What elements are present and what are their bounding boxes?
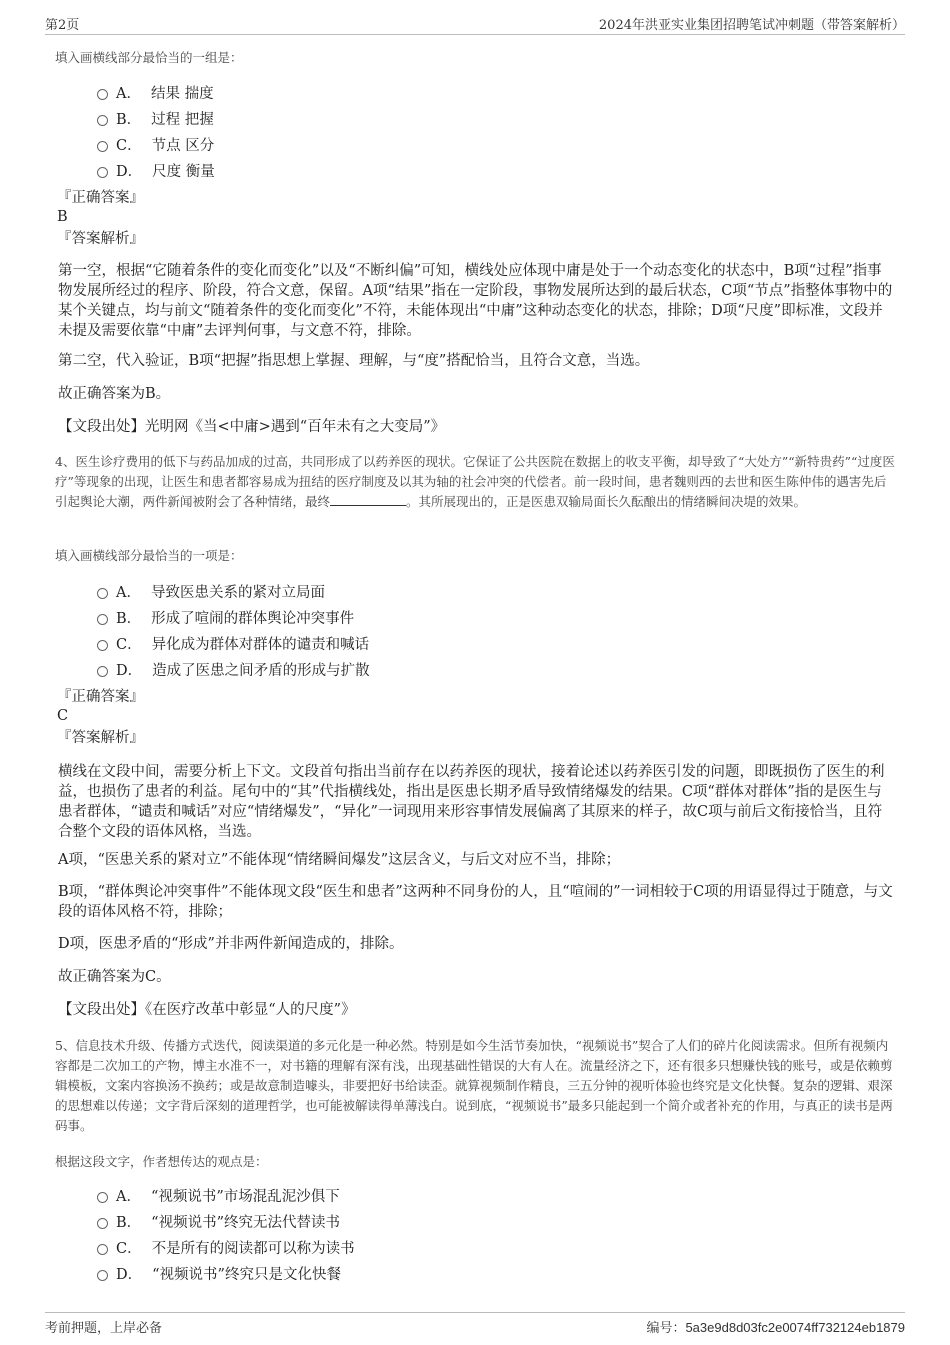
answer-value: B — [57, 209, 68, 225]
q5-option-d[interactable]: D． “视频说书”终究只是文化快餐 — [97, 1263, 341, 1285]
question-stem: 4、医生诊疗费用的低下与药品加成的过高，共同形成了以药养医的现状。它保证了公共医院在数据上的收支平衡，却导致了“大处方”“新特贵药”“过度医疗”等现象的出现，让医生和患者都容易成为扭结的医疗制度及以其为轴的社会冲突的代偿者。前一段时间，患者魏则西的去世和医生陈仲伟的遇害先后引起舆论大潮，两件新闻被附会了各种情绪，最终 。其所展现出的，正是医患双输局面长久酝酿出的情绪瞬间决堤的效果。 — [55, 454, 895, 509]
analysis-paragraph: 故正确答案为B。 — [58, 386, 171, 402]
q3-option-c[interactable]: C． 节点 区分 — [97, 134, 214, 156]
q5-option-c[interactable]: C． 不是所有的阅读都可以称为读书 — [97, 1237, 355, 1259]
source-citation: 【文段出处】《在医疗改革中彰显“人的尺度”》 — [58, 1002, 356, 1018]
question-stem: 5、信息技术升级、传播方式迭代，阅读渠道的多元化是一种必然。特别是如今生活节奏加快，“视频说书”契合了人们的碎片化阅读需求。但所有视频内容都是二次加工的产物，博主水准不一，对书籍的理解有深有浅，出现基础性错误的大有人在。流量经济之下，还有很多只想赚快钱的账号，或是依赖剪辑模板，文案内容换汤不换药；或是故意制造噱头，非要把好书给读歪。就算视频制作精良，三五分钟的视听体验也终究是文化快餐。复杂的逻辑、艰深的思想难以传递；文字背后深刻的道理哲学，也可能被解读得单薄浅白。说到底，“视频说书”最多只能起到一个简介或者补充的作用，与真正的读书是两码事。 — [55, 1038, 893, 1133]
q3-option-d[interactable]: D． 尺度 衡量 — [97, 160, 215, 182]
q4-option-a[interactable]: A． 导致医患关系的紧对立局面 — [97, 581, 325, 603]
q5-option-a[interactable]: A． “视频说书”市场混乱泥沙俱下 — [97, 1185, 340, 1207]
fill-blank — [330, 493, 406, 506]
analysis-paragraph: 横线在文段中间，需要分析上下文。文段首句指出当前存在以药养医的现状，接着论述以药养医引发的问题，即既损伤了医生的利益，也损伤了患者的利益。尾句中的“其”代指横线处，指出是医患长期矛盾导致情绪爆发的结果。C项“群体对群体”指的是医生与患者群体，“谴责和喊话”对应“情绪爆发”，“异化”一词现用来形容事情发展偏离了其原来的样子，故C项与前后文衔接恰当，且符合整个文段的语体风格，当选。 — [58, 764, 885, 840]
radio-icon[interactable] — [97, 89, 108, 100]
radio-icon[interactable] — [97, 1270, 108, 1281]
page-footer — [45, 1312, 905, 1337]
analysis-heading: 『答案解析』 — [57, 730, 144, 746]
q3-option-a[interactable]: A． 结果 揣度 — [97, 82, 214, 104]
radio-icon[interactable] — [97, 640, 108, 651]
footer-slogan: 考前押题，上岸必备 — [45, 1321, 163, 1336]
analysis-paragraph: D项，医患矛盾的“形成”并非两件新闻造成的，排除。 — [58, 936, 404, 952]
radio-icon[interactable] — [97, 1192, 108, 1203]
analysis-paragraph: A项，“医患关系的紧对立”不能体现“情绪瞬间爆发”这层含义，与后文对应不当，排除； — [58, 852, 621, 868]
analysis-paragraph: 第一空，根据“它随着条件的变化而变化”以及“不断纠偏”可知，横线处应体现中庸是处于一个动态变化的状态中，B项“过程”指事物发展所经过的程序、阶段，符合文意，保留。A项“结果”指在一定阶段，事物发展所达到的最后状态，C项“节点”指整体事物中的某个关键点，均与前文“随着条件的变化而变化”不符，未能体现出“中庸”这种动态变化的状态，排除；D项“尺度”即标准，文段并未提及需要依靠“中庸”去评判何事，与文意不符，排除。 — [58, 263, 893, 339]
document-title: 2024年洪亚实业集团招聘笔试冲刺题（带答案解析） — [598, 18, 905, 33]
question-prompt: 填入画横线部分最恰当的一项是： — [55, 548, 243, 563]
q4-option-d[interactable]: D． 造成了医患之间矛盾的形成与扩散 — [97, 659, 370, 681]
document-serial: 编号：5a3e9d8d03fc2e0074ff732124eb1879 — [646, 1320, 905, 1336]
radio-icon[interactable] — [97, 167, 108, 178]
page-number: 第2页 — [45, 18, 80, 33]
radio-icon[interactable] — [97, 141, 108, 152]
q4-option-b[interactable]: B． 形成了喧闹的群体舆论冲突事件 — [97, 607, 354, 629]
page-header — [45, 12, 905, 35]
q5-option-b[interactable]: B． “视频说书”终究无法代替读书 — [97, 1211, 340, 1233]
analysis-paragraph: 第二空，代入验证，B项“把握”指思想上掌握、理解，与“度”搭配恰当，且符合文意，当选。 — [58, 353, 650, 369]
analysis-paragraph: 故正确答案为C。 — [58, 969, 171, 985]
q4-option-c[interactable]: C． 异化成为群体对群体的谴责和喊话 — [97, 633, 369, 655]
radio-icon[interactable] — [97, 115, 108, 126]
analysis-paragraph: B项，“群体舆论冲突事件”不能体现文段“医生和患者”这两种不同身份的人，且“喧闹的”一词相较于C项的用语显得过于随意，与文段的语体风格不符，排除； — [58, 884, 893, 920]
radio-icon[interactable] — [97, 614, 108, 625]
analysis-heading: 『答案解析』 — [57, 231, 144, 247]
radio-icon[interactable] — [97, 1244, 108, 1255]
q3-prompt: 填入画横线部分最恰当的一组是： — [55, 50, 243, 65]
question-prompt: 根据这段文字，作者想传达的观点是： — [55, 1154, 268, 1169]
q3-option-b[interactable]: B． 过程 把握 — [97, 108, 214, 130]
radio-icon[interactable] — [97, 666, 108, 677]
answer-heading: 『正确答案』 — [57, 190, 144, 206]
radio-icon[interactable] — [97, 1218, 108, 1229]
radio-icon[interactable] — [97, 588, 108, 599]
answer-value: C — [57, 708, 69, 724]
source-citation: 【文段出处】光明网《当<中庸>遇到“百年未有之大变局”》 — [58, 419, 446, 435]
answer-heading: 『正确答案』 — [57, 689, 144, 705]
